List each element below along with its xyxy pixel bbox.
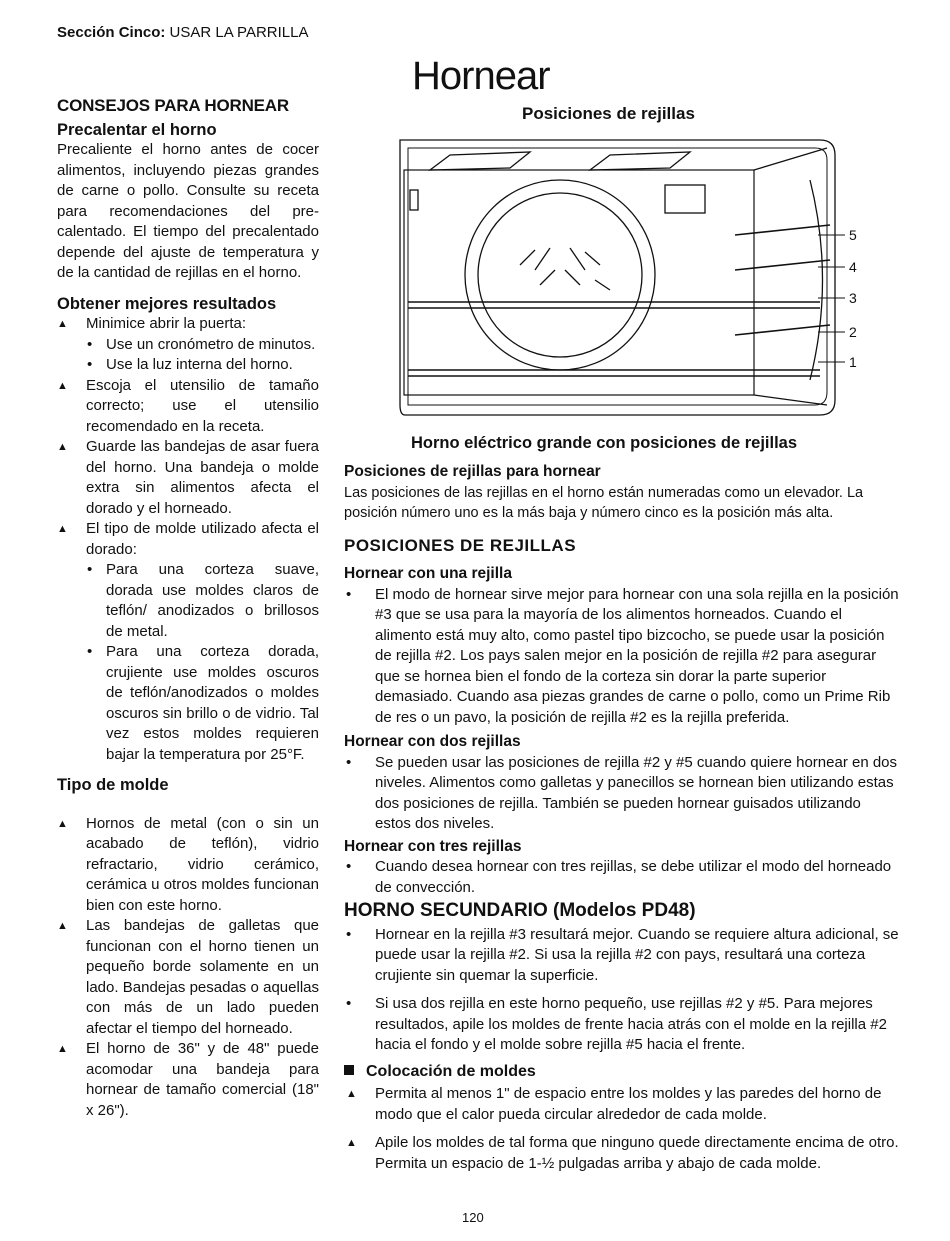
section-name: USAR LA PARRILLA bbox=[169, 24, 309, 41]
sub-item: • Use la luz interna del horno. bbox=[57, 355, 319, 376]
rack-label-5: 5 bbox=[849, 227, 857, 243]
left-column bbox=[57, 96, 319, 1121]
heading-precalentar: Precalentar el horno bbox=[57, 120, 217, 139]
oven-rack-diagram bbox=[390, 130, 870, 430]
heading-obtener: Obtener mejores resultados bbox=[57, 294, 277, 313]
list-item: ▲ Apile los moldes de tal forma que ninguno quede directamente encima de otro. Permita un espacio de 1-½ pulgadas arriba y abajo de cada molde. bbox=[344, 1133, 900, 1174]
sub-item: • Use un cronómetro de minutos. bbox=[57, 335, 319, 356]
heading-colocacion bbox=[344, 1062, 900, 1083]
tip-item: ▲ Escoja el utensilio de tamaño correcto; use el utensilio recomendado en la receta. bbox=[57, 376, 319, 438]
list-item: • Se pueden usar las posiciones de rejilla #2 y #5 cuando quiere hornear en dos niveles. Alimentos como galletas y panecillos se hornean bien utilizando estas dos posiciones de rejilla. También se pueden hornear guisados utilizando estos dos niveles. bbox=[344, 753, 900, 835]
page-number: 120 bbox=[462, 1210, 484, 1225]
rack-2 bbox=[735, 325, 830, 335]
list-item: • El modo de hornear sirve mejor para hornear con una sola rejilla en la posición #3 que se usa para la mayoría de los alimentos horneados. Cuando el alimento está muy alto, como pastel tipo bizcocho, se puede usar la posición de rejilla #2. Los pays salen mejor en la posición de rejilla #2 para asegurar que se hornea bien el fondo de la corteza sin dorar la parte superior demasiado. Cuando asa piezas grandes de carne o pollo, como un Prime Rib de res o un pavo, la posición de rejilla #2 es la rejilla preferida. bbox=[344, 585, 900, 729]
paragraph-precalentar: Precaliente el horno antes de cocer alimentos, incluyendo piezas grandes de carne o pollo. Consulte su receta para recomendaciones del pre-calentado. El tiempo del precalentado depende del ajuste de temperatura y de la cantidad de rejillas en el horno. bbox=[57, 141, 319, 281]
list-item: ▲ Permita al menos 1" de espacio entre los moldes y las paredes del horno de modo que el calor pueda circular alrededor de cada molde. bbox=[344, 1084, 900, 1125]
heading-consejos: CONSEJOS PARA HORNEAR bbox=[57, 96, 289, 115]
figure-caption: Horno eléctrico grande con posiciones de rejillas bbox=[411, 434, 798, 452]
list-item: • Si usa dos rejilla en este horno pequeño, use rejillas #2 y #5. Para mejores resultados, apile los moldes de frente hacia atrás con el molde en la rejilla #2 hacia el fondo y el molde sobre rejilla #5 hacia el frente. bbox=[344, 994, 900, 1056]
sub-item: • Para una corteza suave, dorada use moldes claros de teflón/ anodizados o brillosos de metal. bbox=[57, 560, 319, 642]
rack-4 bbox=[735, 260, 830, 270]
rack-label-2: 2 bbox=[849, 324, 857, 340]
heading-tres-rejillas: Hornear con tres rejillas bbox=[344, 837, 522, 855]
list-item: • Hornear en la rejilla #3 resultará mejor. Cuando se requiere altura adicional, se puede usar la rejilla #2. Si usa la rejilla #2 con pays, resultará una corteza crujiente sin quemar la superficie. bbox=[344, 925, 900, 987]
heading-dos-rejillas: Hornear con dos rejillas bbox=[344, 733, 521, 750]
list-item: • Cuando desea hornear con tres rejillas, se debe utilizar el modo del horneado de convección. bbox=[344, 857, 900, 898]
vent-right bbox=[590, 152, 690, 170]
oven-cavity bbox=[404, 170, 754, 395]
rack-label-3: 3 bbox=[849, 290, 857, 306]
vent-left bbox=[430, 152, 530, 170]
section-number: Sección Cinco: bbox=[57, 24, 166, 41]
rack-label-4: 4 bbox=[849, 259, 857, 275]
paragraph-posiciones: Las posiciones de las rejillas en el horno están numeradas como un elevador. La posición número uno es la más baja y número cinco es la posición más alta. bbox=[344, 484, 864, 521]
tip-item: ▲ Minimice abrir la puerta: bbox=[57, 314, 319, 335]
convection-fan bbox=[465, 180, 655, 370]
section-header bbox=[57, 24, 308, 41]
tip-item: ▲ El tipo de molde utilizado afecta el dorado: bbox=[57, 519, 319, 560]
square-bullet-icon bbox=[344, 1065, 354, 1075]
heading-tipo-molde: Tipo de molde bbox=[57, 776, 169, 794]
page-title: Hornear bbox=[412, 54, 550, 98]
tip-item: ▲ Hornos de metal (con o sin un acabado de teflón), vidrio refractario, vidrio cerámico, cerámica u otros moldes funcionan bien con este horno. bbox=[57, 814, 319, 917]
rack-5 bbox=[735, 225, 830, 235]
figure-title: Posiciones de rejillas bbox=[522, 104, 695, 123]
rack-label-1: 1 bbox=[849, 354, 857, 370]
sub-item: • Para una corteza dorada, crujiente use moldes oscuros de teflón/anodizados o moldes oscuros sin brillo o de vidrio. Tal vez estos moldes requieren bajar la temperatura por 25°F. bbox=[57, 642, 319, 765]
tip-item: ▲ El horno de 36" y de 48" puede acomodar una bandeja para hornear de tamaño comercial (18" x 26"). bbox=[57, 1039, 319, 1121]
heading-posiciones-hornear: Posiciones de rejillas para hornear bbox=[344, 463, 601, 480]
heading-horno-secundario: HORNO SECUNDARIO (Modelos PD48) bbox=[344, 900, 696, 921]
tip-item: ▲ Las bandejas de galletas que funcionan con el horno tienen un pequeño borde solamente en un lado. Bandejas pesadas o aquellas con más de un lado pueden afectar el tiempo del horneado. bbox=[57, 916, 319, 1039]
heading-colocacion-text: Colocación de moldes bbox=[366, 1062, 536, 1080]
tip-item: ▲ Guarde las bandejas de asar fuera del horno. Una bandeja o molde extra sin alimentos afecta el dorado y el horneado. bbox=[57, 437, 319, 519]
heading-una-rejilla: Hornear con una rejilla bbox=[344, 565, 512, 582]
heading-posiciones-caps: POSICIONES DE REJILLAS bbox=[344, 535, 577, 555]
right-column bbox=[344, 462, 900, 1174]
